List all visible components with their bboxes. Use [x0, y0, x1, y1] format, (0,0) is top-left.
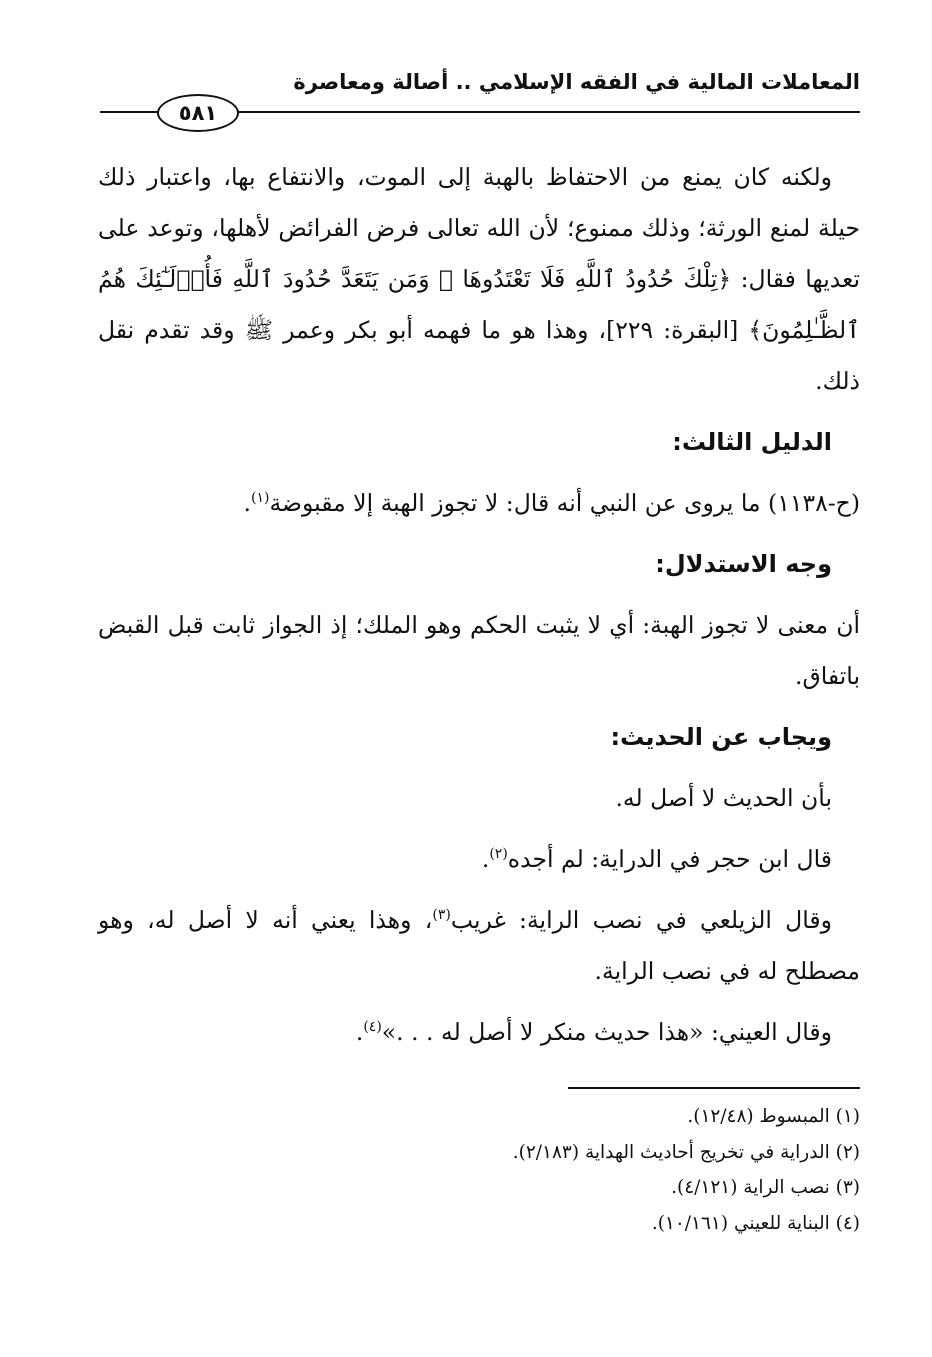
footnote-3: (٣) نصب الراية (٤/١٢١).	[671, 1177, 860, 1198]
footnote-2: (٢) الدراية في تخريج أحاديث الهداية (٢/١٨٣).	[512, 1141, 860, 1163]
footnote-ref-4: (٤)	[363, 1019, 382, 1036]
running-title: المعاملات المالية في الفقه الإسلامي .. أصالة ومعاصرة	[293, 70, 860, 94]
footnote-ref-1: (١)	[250, 490, 270, 507]
hadith-text: (ح-١١٣٨) ما يروى عن النبي أنه قال: لا تجوز الهبة إلا مقبوضة	[269, 489, 860, 517]
zaylai-text-b: ، وهذا يعني أنه لا أصل له، وهو مصطلح له في نصب الراية.	[98, 906, 860, 985]
ibn-hajar-end: .	[481, 845, 490, 873]
paragraph-hadith	[98, 478, 860, 529]
heading-reply: ويجاب عن الحديث:	[610, 723, 832, 751]
body-text	[98, 152, 860, 1058]
paragraph-heirs-trick: ولكنه كان يمنع من الاحتفاظ بالهبة إلى الموت، والانتفاع بها، واعتبار ذلك حيلة لمنع الورثة؛ وذلك ممنوع؛ لأن الله تعالى فرض الفرائض لأهلها، وتوعد على تعديها فقال: ﴿تِلْكَ حُدُودُ ٱللَّهِ فَلَا تَعْتَدُوهَا ۚ وَمَن يَتَعَدَّ حُدُودَ ٱللَّهِ فَأُو۟لَـٰٓئِكَ هُمُ ٱلظَّـٰلِمُونَ﴾ [البقرة: ٢٢٩]، وهذا هو ما فهمه أبو بكر وعمر ﷺ وقد تقدم نقل ذلك.	[98, 163, 860, 395]
footnotes	[98, 1100, 860, 1242]
footnote-separator	[568, 1087, 860, 1089]
ayni-end: .	[355, 1018, 364, 1046]
page-number-text: ٥٨١	[178, 101, 218, 125]
heading-third-evidence: الدليل الثالث:	[672, 428, 832, 456]
paragraph-inference: أن معنى لا تجوز الهبة: أي لا يثبت الحكم وهو الملك؛ إذ الجواز ثابت قبل القبض باتفاق.	[98, 611, 860, 690]
paragraph-no-origin: بأن الحديث لا أصل له.	[615, 784, 832, 812]
ayni-text: وقال العيني: «هذا حديث منكر لا أصل له . . .»	[381, 1018, 832, 1046]
footnote-ref-2: (٢)	[489, 846, 508, 863]
paragraph-ayni	[98, 1007, 860, 1058]
footnote-4: (٤) البناية للعيني (١٠/١٦١).	[651, 1212, 860, 1234]
hadith-end: .	[243, 489, 251, 517]
footnote-1: (١) المبسوط (١٢/٤٨).	[687, 1106, 860, 1127]
heading-inference: وجه الاستدلال:	[655, 550, 832, 578]
zaylai-text-a: وقال الزيلعي في نصب الراية: غريب	[450, 906, 832, 934]
paragraph-zaylai	[98, 895, 860, 997]
paragraph-ibn-hajar	[98, 834, 860, 885]
page-number	[157, 94, 239, 132]
footnote-ref-3: (٣)	[432, 907, 451, 924]
ibn-hajar-text: قال ابن حجر في الدراية: لم أجده	[507, 845, 832, 873]
